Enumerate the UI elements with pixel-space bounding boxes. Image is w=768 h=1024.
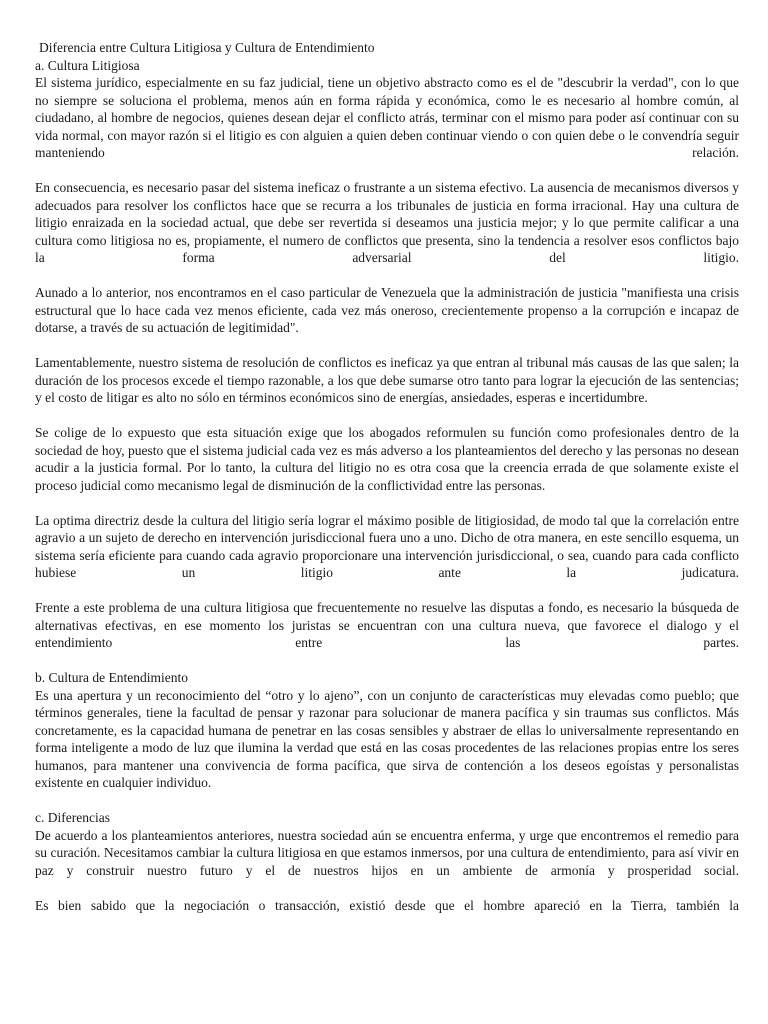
- paragraph: Es una apertura y un reconocimiento del “otro y lo ajeno”, con un conjunto de características muy elevadas como pueblo; que términos generales, tiene la facultad de pensar y razonar para solucionar de manera pacífica y sin traumas sus conflictos. Más concretamente, es la capacidad humana de penetrar en las cosas sensibles y abstraer de ellas lo universalmente representando en forma inteligente a modo de luz que ilumina la verdad que está en las cosas procedentes de las relaciones propias entre los seres humanos, para mantener una convivencia de forma pacífica, que sirva de contención a los deseos egoístas y personalistas existente en cualquier individuo.: [35, 687, 739, 790]
- paragraph: Lamentablemente, nuestro sistema de resolución de conflictos es ineficaz ya que entran al tribunal más causas de las que salen; la duración de los procesos excede el tiempo razonable, a los que debe sumarse otro tanto para lograr la ejecución de las sentencias; y el costo de litigar es alto no sólo en términos económicos sino de energías, ansiedades, esperas e incertidumbre.: [35, 355, 739, 405]
- paragraph: De acuerdo a los planteamientos anteriores, nuestra sociedad aún se encuentra enferma, y urge que encontremos el remedio para su curación. Necesitamos cambiar la cultura litigiosa en que estamos inmersos, por una cultura de entendimiento, para así vivir en paz y construir nuestro futuro y el de nuestros hijos en un ambiente de armonía y prosperidad social.: [35, 827, 739, 878]
- paragraph: Se colige de lo expuesto que esta situación exige que los abogados reformulen su función como profesionales dentro de la sociedad de hoy, puesto que el sistema judicial cada vez es más adverso a los planteamientos del derecho y las personas no desean acudir a la justicia formal. Por lo tanto, la cultura del litigio no es otra cosa que la creencia errada de que solamente existe el proceso judicial como mecanismo legal de disminución de la conflictividad entre las personas.: [35, 425, 739, 493]
- document-title: Diferencia entre Cultura Litigiosa y Cultura de Entendimiento: [39, 40, 375, 55]
- section-b-heading: b. Cultura de Entendimiento: [35, 670, 188, 685]
- section-c-heading: c. Diferencias: [35, 810, 110, 825]
- paragraph: Frente a este problema de una cultura litigiosa que frecuentemente no resuelve las disputas a fondo, es necesario la búsqueda de alternativas efectivas, en ese momento los juristas se encuentran con una cultura nueva, que favorece el dialogo y el entendimiento entre las partes.: [35, 600, 739, 650]
- paragraph: El sistema jurídico, especialmente en su faz judicial, tiene un objetivo abstracto como es el de "descubrir la verdad", con lo que no siempre se soluciona el problema, menos aún en forma rápida y económica, como le es necesario al hombre común, al ciudadano, al hombre de negocios, quienes desean dejar el conflicto atrás, terminar con el mismo para poder así continuar con su vida normal, con mayor razón si el litigio es con alguien a quien deben continuar viendo o con quien debe o le convendría seguir manteniendo relación.: [35, 75, 739, 160]
- trailing-line: Es bien sabido que la negociación o transacción, existió desde que el hombre apareció en la Tierra, también la: [35, 897, 739, 913]
- section-a-heading: a. Cultura Litigiosa: [35, 57, 140, 73]
- paragraph: En consecuencia, es necesario pasar del sistema ineficaz o frustrante a un sistema efectivo. La ausencia de mecanismos diversos y adecuados para resolver los conflictos hace que se recurra a los tribunales de justicia en forma irracional. Hay una cultura de litigio enraizada en la sociedad actual, que debe ser revertida si deseamos una justicia mejor; y lo que permite calificar a una cultura como litigiosa no es, propiamente, el numero de conflictos que presenta, sino la tendencia a resolver esos conflictos bajo la forma adversarial del litigio.: [35, 180, 739, 265]
- paragraph: La optima directriz desde la cultura del litigio sería lograr el máximo posible de litigiosidad, de modo tal que la correlación entre agravio a un sujeto de derecho en intervención jurisdiccional fuera uno a uno. Dicho de otra manera, en este sencillo esquema, un sistema sería eficiente para cuando cada agravio proporcionare una intervención jurisdiccional, o sea, cuando para cada conflicto hubiese un litigio ante la judicatura.: [35, 512, 739, 580]
- paragraph: Aunado a lo anterior, nos encontramos en el caso particular de Venezuela que la administración de justicia "manifiesta una crisis estructural que lo hace cada vez menos eficiente, cada vez más oneroso, crecientemente propenso a la corrupción e incapaz de dotarse, a través de su actuación de legitimidad".: [35, 285, 739, 335]
